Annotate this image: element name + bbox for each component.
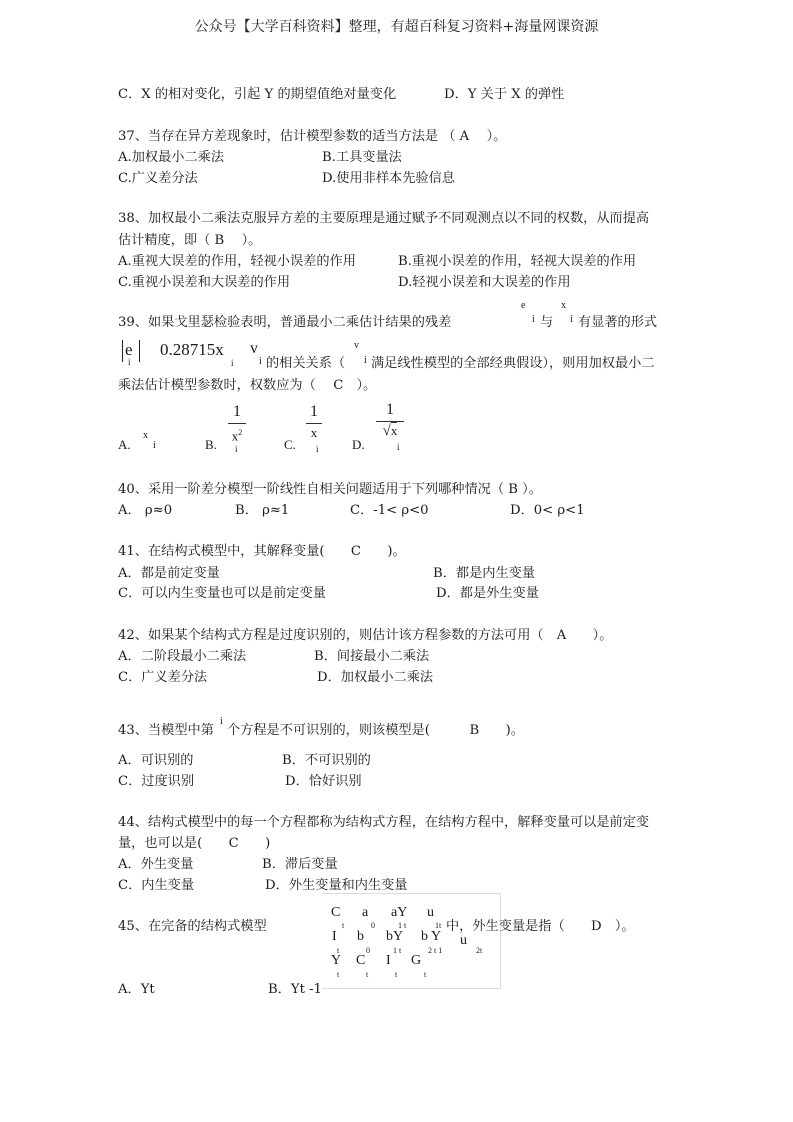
fraction-bar [228,423,246,424]
q39-option-b-label: B. [205,437,217,452]
q39-coef-expr: 0.28715x [160,340,224,359]
q39-option-c-label: C. [284,437,296,452]
eq3-I-sub: t [395,970,398,979]
q39-option-a-x: x [143,430,148,441]
q41-option-a: A．都是前定变量 [118,566,220,581]
q38-option-a: A.重视大误差的作用，轻视小误差的作用 [118,254,356,269]
q41-stem: 41、在结构式模型中，其解释变量( C )。 [118,544,406,559]
eq1-C-sub: t [342,921,345,930]
q45-option-a: A．Yt [118,982,155,997]
q38-stem-line2: 估计精度，即（ B ）。 [118,233,262,248]
q45-stem-b: 中，外生变量是指（ D ）。 [446,919,635,934]
q40-option-b: B． ρ≈1 [235,503,290,518]
q39-coef-sub: i [231,358,234,368]
eq1-aY: aY [391,905,408,920]
q39-option-b-den: $x^2$ [231,428,243,444]
equation-box [322,893,501,989]
eq3-C: C [356,953,366,968]
q38-option-d: D.轻视小误差和大误差的作用 [398,275,571,290]
eq1-a-sub: 0 [371,921,375,930]
q39-option-c-sub: i [316,444,319,454]
q37-option-d: D.使用非样本先验信息 [322,171,455,186]
q37-option-b: B.工具变量法 [322,150,402,165]
q40-option-d: D．0< ρ<1 [510,503,585,518]
eq2-bY2-sub: 2 t 1 [428,946,443,955]
q44-option-d: D．外生变量和内生变量 [265,878,408,893]
q42-option-a: A．二阶段最小二乘法 [118,649,247,664]
eq1-u-sub: 1t [435,921,442,930]
q40-stem: 40、采用一阶差分模型一阶线性自相关问题适用于下列哪种情况（ B ）。 [118,482,542,497]
q39-sym-v: v [250,340,258,357]
eq2-bY-sub: 1 t [393,946,402,955]
q39-option-d-fraction [376,401,404,438]
q40-option-a: A． ρ≈0 [118,503,173,518]
q44-option-c: C．内生变量 [118,878,195,893]
q37-option-c: C.广义差分法 [118,171,198,186]
q39-sym-i2: i [570,314,573,325]
q44-stem-line1: 44、结构式模型中的每一个方程都称为结构式方程，在结构方程中，解释变量可以是前定变 [118,815,650,830]
eq1-a: a [362,905,369,920]
q43-option-c: C．过度识别 [118,774,195,789]
q39-stem-line2-b: 满足线性模型的全部经典假设），则用加权最小二 [371,356,655,371]
eq2-I-sub: t [337,946,340,955]
q39-option-d-den: √x [382,423,398,439]
eq1-aY-sub: 1 t [398,921,407,930]
q39-option-d-sub: i [397,442,400,452]
q44-option-b: B．滞后变量 [262,857,338,872]
fraction-bar [376,421,404,422]
eq2-bY2: b Y [421,929,442,944]
q42-option-c: C．广义差分法 [118,670,208,685]
q39-option-b-sub: i [235,444,238,454]
header-watermark: 公众号【大学百科资料】整理，有超百科复习资料+海量网课资源 [194,19,599,35]
q39-v-sub: i [259,356,262,367]
q42-stem: 42、如果某个结构式方程是过度识别的，则估计该方程参数的方法可用（ A ）。 [118,628,613,643]
q43-option-a: A．可识别的 [118,753,194,768]
eq2-u: u [460,933,467,948]
q39-abs-e-sub: i [128,357,131,367]
q37-option-a: A.加权最小二乘法 [118,150,225,165]
q42-option-b: B．间接最小二乘法 [314,649,430,664]
q45-option-b: B．Yt -1 [268,982,322,997]
q41-option-b: B．都是内生变量 [433,566,536,581]
eq2-b-sub: 0 [366,946,370,955]
q45-stem-a: 45、在完备的结构式模型 [118,919,267,934]
eq3-G: G [411,953,422,968]
q44-stem-line2: 量，也可以是( C ) [118,836,271,851]
q39-text-with: 与 [540,315,554,330]
eq2-bY: bY [386,929,404,944]
q39-option-b-fraction [228,403,246,443]
q43-sym-i: i [220,716,223,727]
q39-option-b-num: 1 [233,403,241,420]
q39-option-c-fraction [306,403,322,440]
eq3-Y-sub: t [337,970,340,979]
q39-option-a-sub: i [153,440,156,451]
eq3-I: I [386,953,391,968]
eq2-I: I [332,929,337,944]
q36-option-d: D．Y 关于 X 的弹性 [444,87,565,102]
eq2-u-sub: 2t [476,946,483,955]
q42-option-d: D．加权最小二乘法 [317,670,434,685]
abs-bar-left [122,340,123,362]
eq1-C: C [331,905,341,920]
q39-option-a-label: A. [118,437,131,452]
eq3-Y: Y [331,953,342,968]
q39-sym-e: e [521,300,526,311]
q43-stem-b: 个方程是不可识别的，则该模型是( B )。 [227,723,524,738]
q44-option-a: A．外生变量 [118,857,194,872]
q39-stem-line3: 乘法估计模型参数时，权数应为（ C ）。 [118,378,377,393]
q38-option-c: C.重视小误差和大误差的作用 [118,275,291,290]
q43-option-b: B．不可识别的 [282,753,371,768]
q36-option-c: C．X 的相对变化，引起 Y 的期望值绝对量变化 [118,87,397,102]
q39-v2-sub: i [364,355,367,366]
q39-stem-line1-a: 39、如果戈里瑟检验表明，普通最小二乘估计结果的残差 [118,315,452,330]
eq3-G-sub: t [424,970,427,979]
q41-option-d: D．都是外生变量 [436,586,539,601]
eq1-u: u [427,905,434,920]
q39-option-d-num: 1 [386,401,394,418]
eq3-C-sub: t [366,970,369,979]
q38-option-b: B.重视小误差的作用，轻视大误差的作用 [398,254,637,269]
q39-sym-x: x [561,300,566,311]
q43-stem-a: 43、当模型中第 [118,723,214,738]
q37-stem: 37、当存在异方差现象时，估计模型参数的适当方法是 （ A ）。 [118,129,507,144]
q39-stem-line1-b: 有显著的形式 [578,315,658,330]
q38-stem-line1: 38、加权最小二乘法克服异方差的主要原理是通过赋予不同观测点以不同的权数，从而提高 [118,211,650,226]
fraction-bar [306,423,322,424]
q39-option-d-label: D. [352,437,365,452]
q39-sym-v2: v [354,340,359,351]
q43-option-d: D．恰好识别 [285,774,362,789]
eq2-b: b [357,929,364,944]
abs-bar-right [139,340,140,362]
q40-option-c: C．-1< ρ<0 [350,503,429,518]
q39-option-c-num: 1 [310,403,318,420]
q39-option-c-den: x [310,425,318,440]
q39-sym-i: i [532,314,535,325]
q39-abs-e: e [125,340,133,359]
q39-stem-line2-a: 的相关关系（ [266,356,346,371]
q41-option-c: C．可以内生变量也可以是前定变量 [118,586,326,601]
